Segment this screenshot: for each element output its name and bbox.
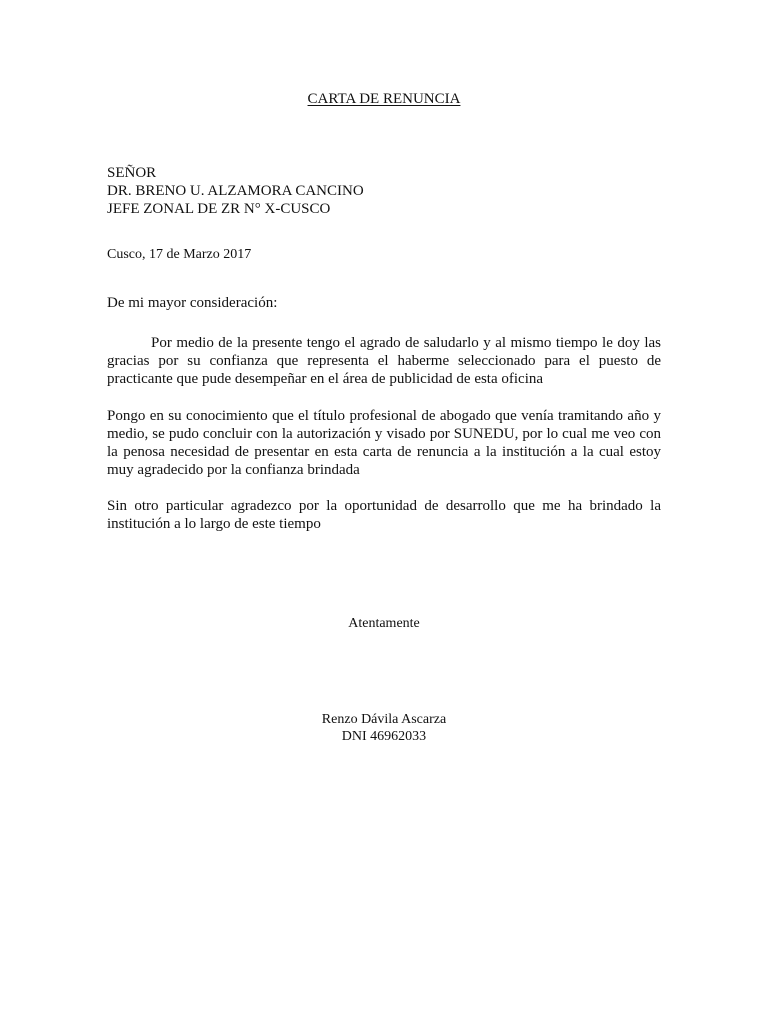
signature-name: Renzo Dávila Ascarza [321, 712, 447, 727]
signature-block [0, 711, 768, 745]
body-paragraph-3: Sin otro particular agradezco por la oportunidad de desarrollo que me ha brindado la institución a lo largo de este tiempo [107, 498, 661, 532]
signature-id: DNI 46962033 [341, 729, 427, 744]
recipient-block [107, 164, 364, 218]
letter-closing: Atentamente [348, 616, 420, 631]
letter-title: CARTA DE RENUNCIA [307, 91, 461, 107]
letter-greeting: De mi mayor consideración: [107, 295, 278, 311]
recipient-salutation: SEÑOR [107, 165, 157, 181]
recipient-position: JEFE ZONAL DE ZR N° X-CUSCO [107, 201, 331, 217]
body-paragraph-2: Pongo en su conocimiento que el título profesional de abogado que venía tramitando año y medio, se pudo concluir con la autorización y visado por SUNEDU, por lo cual me veo con la penosa necesidad de presentar en esta carta de renuncia a la institución a la cual estoy muy agradecido por la confianza brindada [107, 408, 661, 478]
body-paragraph-1: Por medio de la presente tengo el agrado de saludarlo y al mismo tiempo le doy las gracias por su confianza que representa el haberme seleccionado para el puesto de practicante que pude desempeñar en el área de publicidad de esta oficina [107, 335, 661, 387]
recipient-name: DR. BRENO U. ALZAMORA CANCINO [107, 183, 364, 199]
letter-date: Cusco, 17 de Marzo 2017 [107, 247, 252, 262]
